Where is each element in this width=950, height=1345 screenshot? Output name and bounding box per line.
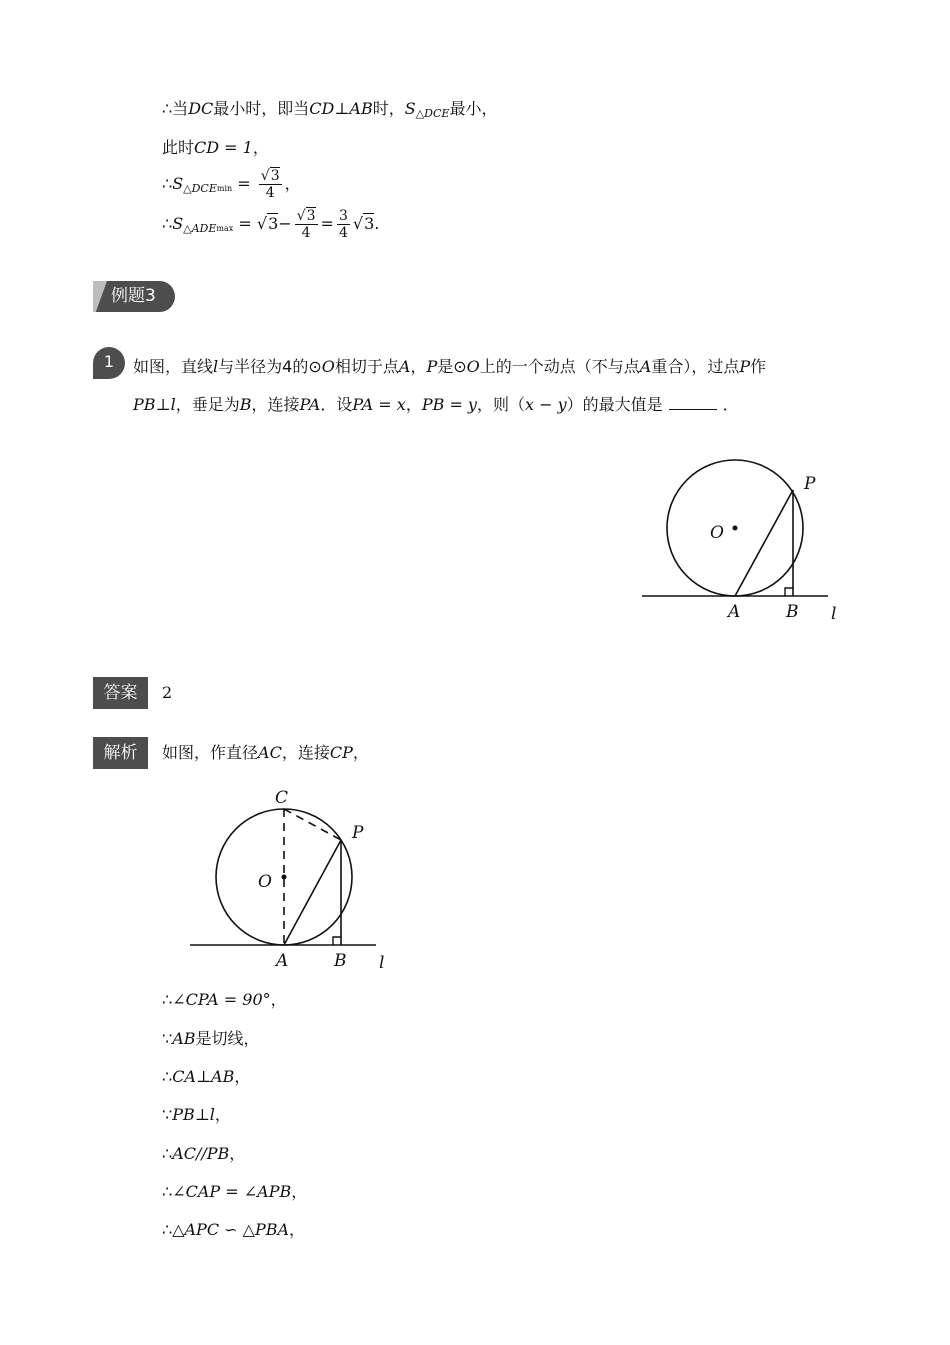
analysis-step: ∵PB⊥l， bbox=[162, 1105, 231, 1124]
fraction: $\frac{√3}{4}$ bbox=[296, 208, 316, 241]
analysis-step: ∴CA⊥AB， bbox=[162, 1067, 251, 1086]
solution-line-4: ∴S△ADEmax = √3− $\frac{√3}{4}$ = $\frac{3}{4}$ √3. bbox=[162, 208, 380, 241]
center-dot bbox=[282, 875, 287, 880]
analysis-label: 解析 bbox=[93, 737, 148, 769]
right-angle-mark bbox=[333, 937, 341, 945]
analysis-step: ∴∠CPA = 90°， bbox=[162, 990, 287, 1009]
tag-stripe bbox=[93, 281, 107, 312]
label-a: A bbox=[276, 951, 289, 971]
label-c: C bbox=[275, 788, 289, 808]
analysis-step: ∴△APC ∽ △PBA， bbox=[162, 1220, 306, 1239]
label-p: P bbox=[804, 474, 816, 494]
answer-value: 2 bbox=[162, 683, 173, 702]
label-o: O bbox=[258, 872, 272, 892]
right-angle-mark bbox=[785, 588, 793, 596]
fraction: $\frac{3}{4}$ bbox=[338, 208, 348, 241]
question-line-1: 如图，直线l与半径为4的⊙O相切于点A，P是⊙O上的一个动点（不与点A重合），过点P作 bbox=[133, 357, 767, 376]
analysis-step: ∴∠CAP = ∠APB， bbox=[162, 1182, 308, 1201]
label-o: O bbox=[710, 523, 724, 543]
figure-1-circle-tangent bbox=[630, 450, 850, 630]
segment-cp bbox=[284, 809, 341, 840]
label-b: B bbox=[334, 951, 347, 971]
center-dot bbox=[733, 526, 738, 531]
answer-blank bbox=[669, 395, 717, 410]
segment-pa bbox=[735, 490, 793, 596]
example-tag: 例题3 bbox=[93, 281, 175, 312]
label-a: A bbox=[728, 602, 741, 622]
solution-line-2: 此时CD = 1， bbox=[162, 138, 269, 157]
fraction: $\frac{√3}{4}$ bbox=[260, 168, 280, 201]
figure-2-diameter bbox=[180, 785, 400, 975]
question-number-badge: 1 bbox=[93, 347, 125, 379]
label-p: P bbox=[352, 823, 364, 843]
label-l: l bbox=[831, 604, 837, 624]
question-line-2: PB⊥l，垂足为B，连接PA．设PA = x，PB = y，则（x − y）的最大值是 ． bbox=[133, 395, 739, 414]
analysis-step: ∵AB是切线， bbox=[162, 1029, 260, 1048]
solution-line-3: ∴S△DCEmin = $\frac{√3}{4}$ ， bbox=[162, 168, 301, 201]
segment-pa bbox=[284, 840, 341, 945]
analysis-step: ∴AC//PB， bbox=[162, 1144, 246, 1163]
analysis-intro: 如图，作直径AC，连接CP， bbox=[162, 743, 369, 762]
label-l: l bbox=[379, 953, 385, 973]
label-b: B bbox=[786, 602, 799, 622]
answer-label: 答案 bbox=[93, 677, 148, 709]
solution-line-1: ∴当DC最小时，即当CD⊥AB时，S△DCE最小， bbox=[162, 99, 498, 120]
